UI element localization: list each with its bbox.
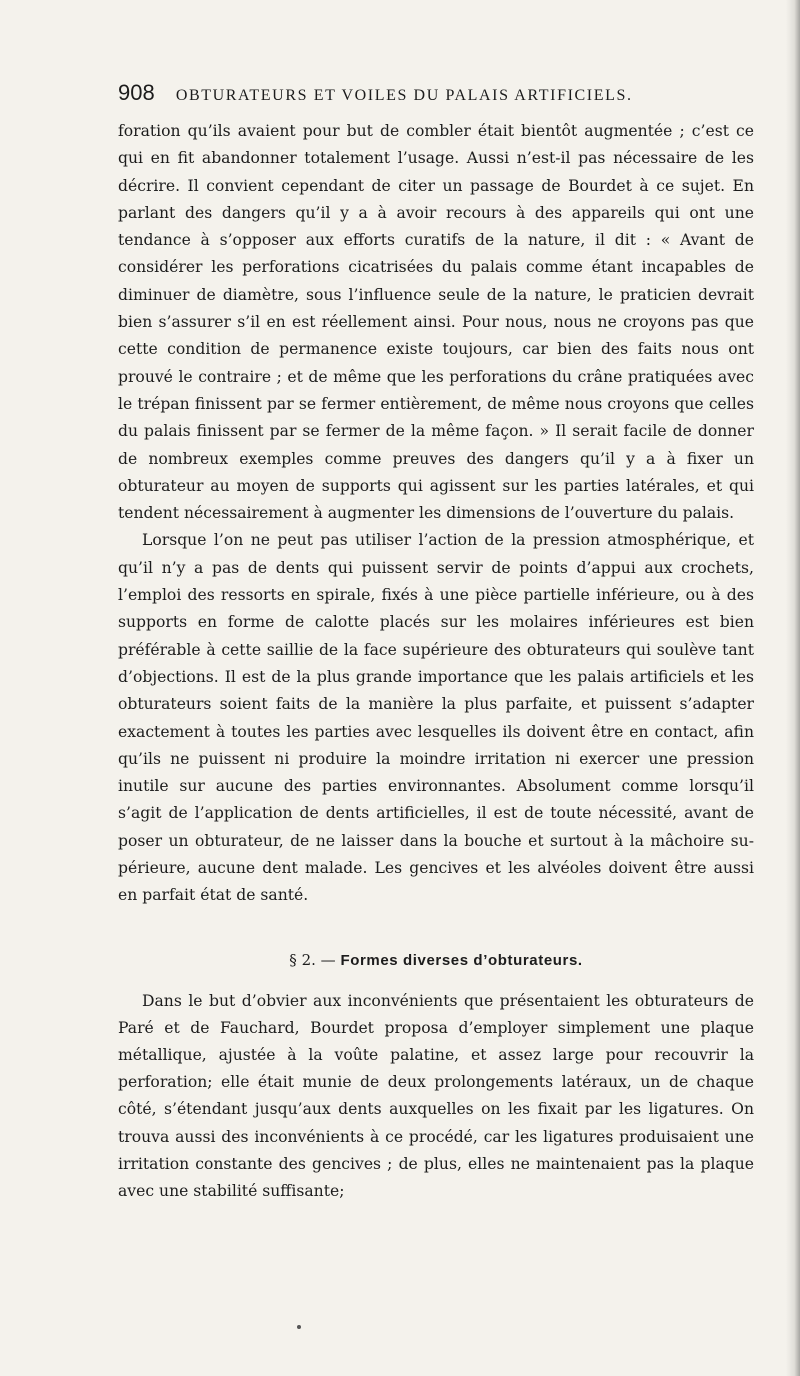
page-number: 908 xyxy=(118,80,155,105)
section-heading xyxy=(118,948,754,973)
section-number: § 2. — xyxy=(289,950,336,969)
page-edge-shadow xyxy=(786,0,800,1376)
paragraph-2: Lorsque l’on ne peut pas utiliser l’action de la pression atmosphérique, et qu’il n’y a pas de dents qui puissent servir de points d’appui aux crochets, l’emploi des ressorts en spirale, fixés à une pièce partielle inférieure, ou à des supports en forme de calotte placés sur les molaires inférieures est bien préférable à cette saillie de la face supérieure des obturateurs qui soulève tant d’objections. Il est de la plus grande importance que les palais artificiels et les obturateurs soient faits de la manière la plus parfaite, et puissent s’adapter exactement à toutes les parties avec lesquelles ils doivent être en contact, afin qu’ils ne puissent ni produire la moindre irritation ni exercer une pression inutile sur aucune des parties environnantes. Absolument comme lorsqu’il s’agit de l’application de dents artificielles, il est de toute nécessité, avant de poser un obturateur, de ne laisser dans la bouche et surtout à la mâchoire supérieure, aucune dent malade. Les gencives et les alvéoles doivent être aussi en parfait état de santé. xyxy=(118,531,754,905)
running-title: OBTURATEURS ET VOILES DU PALAIS ARTIFICIELS. xyxy=(175,87,633,104)
section-paragraph: Dans le but d’obvier aux inconvénients que présentaient les obturateurs de Paré et de Fauchard, Bourdet proposa d’employer simplement une plaque métallique, ajustée à la voûte palatine, et assez large pour recouvrir la perforation; elle était munie de deux prolongements latéraux, un de chaque côté, s’étendant jusqu’aux dents auxquelles on les fixait par les ligatures. On trouva aussi des inconvénients à ce procédé, car les ligatures produisaient une irritation constante des gencives ; de plus, elles ne maintenaient pas la plaque avec une stabilité suffisante; xyxy=(118,991,754,1201)
paper-speck xyxy=(297,1325,301,1329)
section-body xyxy=(118,988,754,1206)
paragraph-1: foration qu’ils avaient pour but de combler était bientôt augmentée ; c’est ce qui en fit abandonner totalement l’usage. Aussi n’est-il pas nécessaire de les décrire. Il convient cependant de citer un passage de Bourdet à ce sujet. En parlant des dangers qu’il y a à avoir recours à des appareils qui ont une tendance à s’opposer aux efforts curatifs de la nature, il dit : « Avant de considérer les perforations cicatrisées du palais comme étant incapables de diminuer de diamètre, sous l’influence seule de la nature, le praticien devrait bien s’assurer s’il en est réellement ainsi. Pour nous, nous ne croyons pas que cette condition de permanence existe toujours, car bien des faits nous ont prouvé le contraire ; et de même que les perforations du crâne pratiquées avec le trépan finissent par se fermer entièrement, de même nous croyons que celles du palais finissent par se fermer de la même façon. » Il serait facile de donner de nombreux exemples comme preuves des dangers qu’il y a à fixer un obturateur au moyen de supports qui agissent sur les parties latérales, et qui tendent nécessairement à augmenter les dimensions de l’ouverture du palais. xyxy=(118,122,754,523)
section-title: Formes diverses d’obturateurs. xyxy=(340,951,583,969)
body-text xyxy=(118,118,754,1205)
running-header xyxy=(118,80,758,112)
